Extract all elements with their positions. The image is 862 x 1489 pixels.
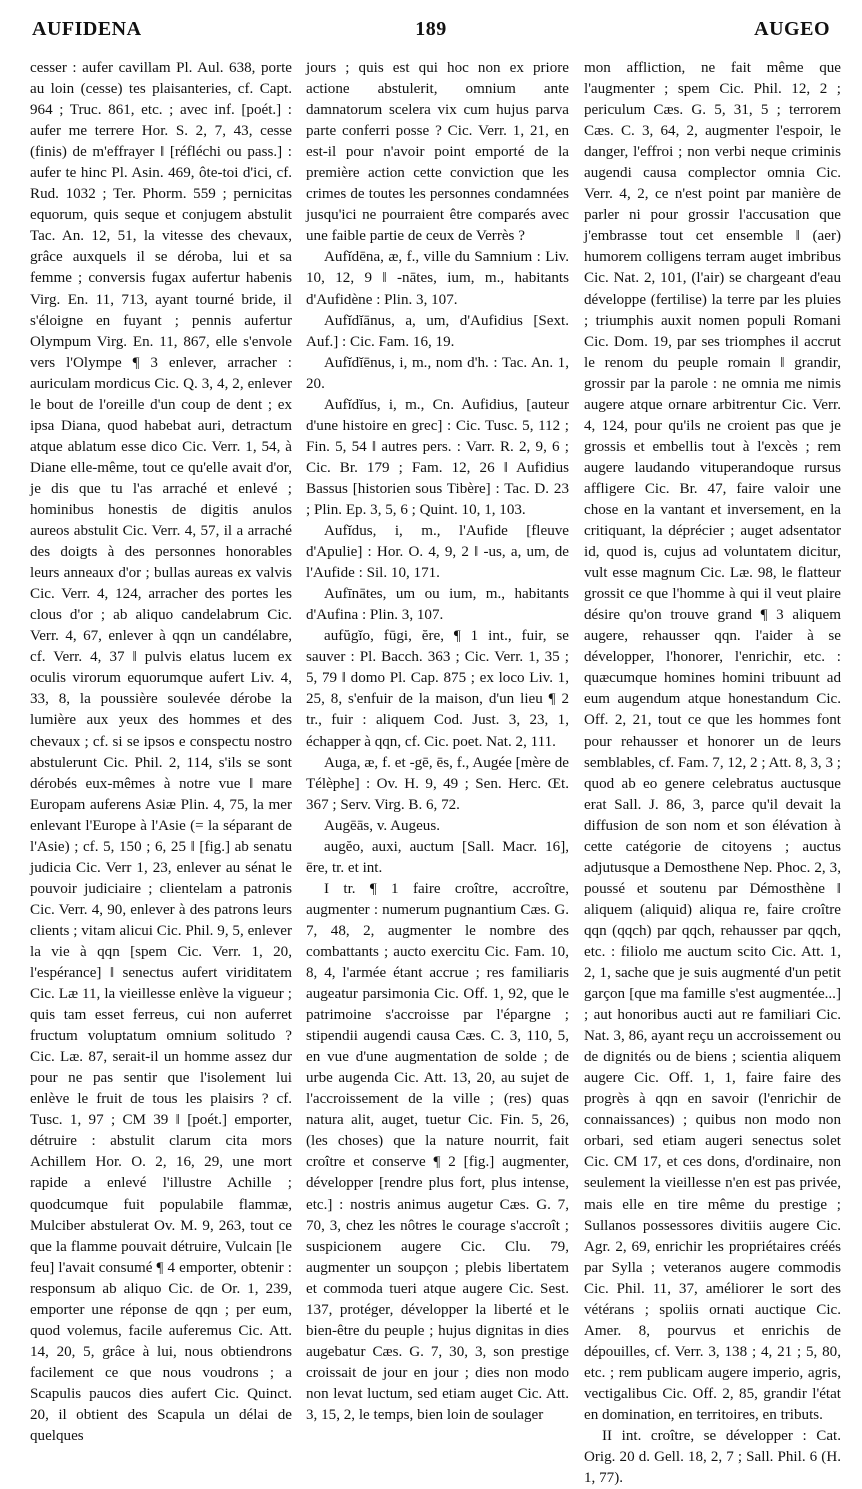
page-number: 189 <box>415 18 447 40</box>
running-header <box>30 14 832 50</box>
text-column-3 <box>584 58 841 1487</box>
entry-paragraph: mon affliction, ne fait même que l'augmenter ; spem Cic. Phil. 12, 2 ; periculum Cæs. G. 5, 31, 5 ; terrorem Cæs. C. 3, 64, 2, augmenter l'espoir, le danger, l'effroi ; non verbi neque criminis augendi causa complector omnia Cic. Verr. 4, 2, ce n'est point par manière de parler ni pour grossir l'accusation que j'embrasse tout cet ensemble ‖ (aer) humorem colligens terram auget imbribus Cic. Nat. 2, 101, (l'air) se chargeant d'eau développe (fertilise) la terre par les pluies ; triumphis auxit nomen populi Romani Cic. Dom. 19, par ses triomphes il accrut le renom du peuple romain ‖ grandir, grossir par la parole : ne omnia me nimis augere atque ornare arbitrentur Cic. Verr. 4, 124, pour qu'ils ne croient pas que je grossis et embellis tout à l'excès ; rem augere laudando vituperandoque rursus affligere Cic. Br. 47, faire valoir une chose en la vantant et inversement, en la critiquant, la déprécier ; auget adsentator id, quod is, cujus ad voluntatem dicitur, vult esse magnum Cic. Læ. 98, le flatteur grossit ce que l'homme à qui il veut plaire désire qu'on trouve grand ¶ 3 aliquem augere, rehausser qqn. l'aider à se développer, l'honorer, l'enrichir, etc. : quæcumque homines homini tribuunt ad eum augendum atque honestandum Cic. Off. 2, 21, tout ce que les hommes font pour rehausser et honorer un de leurs semblables, cf. Fam. 7, 12, 2 ; Att. 8, 3, 3 ; quod ab eo genere celebratus auctusque erat Sall. J. 86, 3, parce qu'il devait la diffusion de son nom et son élévation à cette catégorie de citoyens ; auctus adjutusque a Demosthene Nep. Phoc. 2, 3, poussé et soutenu par Démosthène ‖ aliquem (aliquid) aliqua re, faire croître qqn (qqch) par qqch, rehausser par qqch, etc. : filiolo me auctum scito Cic. Att. 1, 2, 1, sache que je suis augmenté d'un petit garçon [que ma famille s'est augmentée...] ; aut honoribus aucti aut re familiari Cic. Nat. 3, 86, ayant reçu un accroissement ou de dignités ou de biens ; scientia aliquem augere Cic. Off. 1, 1, faire faire des progrès à qqn en savoir (l'enrichir de connaissances) ; quibus non modo non orbari, sed etiam augeri senectus solet Cic. CM 17, et ces dons, d'ordinaire, non seulement la vieillesse n'en est pas privée, mais elle en tire même du prestige ; Sullanos possessores divitiis augere Cic. Agr. 2, 69, enrichir les propriétaires créés par Sylla ; veteranos augere commodis Cic. Phil. 11, 37, améliorer le sort des vétérans ; spoliis ornati auctique Cic. Amer. 8, pourvus et enrichis de dépouilles, cf. Verr. 3, 138 ; 4, 21 ; 5, 80, etc. ; rem publicam augere imperio, agris, vectigalibus Cic. Off. 2, 85, grandir l'état en domination, en territoires, en tributs. <box>584 60 841 1423</box>
entry-paragraph: jours ; quis est qui hoc non ex priore actione abstulerit, omnium ante damnatorum scelera vix cum hujus parva parte conferri posse ? Cic. Verr. 1, 21, en est-il pour n'avoir point emporté de la première action cette conviction que les crimes de toutes les personnes condamnées jusqu'ici ne pourraient être comparés avec une faible partie de ceux de Verrès ? <box>306 60 569 245</box>
entry-aufidus: Aufĭdus, i, m., l'Aufide [fleuve d'Apulie] : Hor. O. 4, 9, 2 ‖ -us, a, um, de l'Aufide : Sil. 10, 171. <box>306 523 569 582</box>
text-column-2 <box>306 58 569 1423</box>
entry-paragraph: cesser : aufer cavillam Pl. Aul. 638, porte au loin (cesse) tes plaisanteries, cf. Capt. 964 ; Truc. 861, etc. ; avec inf. [poét.] : aufer me terrere Hor. S. 2, 7, 43, cesse (finis) de m'effrayer ‖ [réfléchi ou pass.] : aufer te hinc Pl. Asin. 469, ôte-toi d'ici, cf. Rud. 1032 ; Ter. Phorm. 559 ; pernicitas equorum, quis seque et conjugem abstulit Tac. An. 12, 51, la vitesse des chevaux, grâce auxquels il se déroba, lui et sa femme ; conversis fugax aufertur habenis Virg. En. 11, 713, ayant tourné bride, il s'éloigne en fuyant ; pennis aufertur Olympum Virg. En. 11, 867, elle s'envole vers l'Olympe ¶ 3 enlever, arracher : auriculam mordicus Cic. Q. 3, 4, 2, enlever le bout de l'oreille d'un coup de dent ; ex ipsa Diana, quod habebat auri, detractum atque ablatum esse dico Cic. Verr. 1, 54, à Diane elle-même, tout ce qu'elle avait d'or, je dis que tu l'as arraché et enlevé ; hominibus honestis de digitis anulos aureos abstulit Cic. Verr. 4, 57, il a arraché des doigts à des personnes honorables leurs anneaux d'or ; bullas aureas ex valvis Cic. Verr. 4, 124, arracher des portes les clous d'or ; ab aliquo candelabrum Cic. Verr. 4, 67, enlever à qqn un candélabre, cf. Verr. 4, 37 ‖ pulvis elatus lucem ex oculis virorum equorumque aufert Liv. 4, 33, 8, la poussière soulevée dérobe la lumière aux yeux des hommes et des chevaux ; cf. si se ipsos e conspectu nostro abstulerunt Cic. Phil. 2, 114, s'ils se sont dérobés eux-mêmes à notre vue ‖ mare Europam auferens Asiæ Plin. 4, 75, la mer enlevant l'Europe à l'Asie (= la séparant de l'Asie) ; cf. 5, 150 ; 6, 25 ‖ [fig.] ab senatu judicia Cic. Verr 1, 23, enlever au sénat le pouvoir judiciaire ; clientelam a patronis Cic. Verr. 4, 90, enlever à des patrons leurs clients ; vitam alicui Cic. Phil. 9, 5, enlever la vie à qqn [spem Cic. Verr. 1, 20, l'espérance] ‖ senectus aufert viriditatem Cic. Læ 11, la vieillesse enlève la vigueur ; quis tam esset ferreus, cui non auferret fructum voluptatum omnium solitudo ? Cic. Læ. 87, serait-il un homme assez dur pour ne pas sentir que l'isolement lui enlève le fruit de tous les plaisirs ? cf. Tusc. 1, 97 ; CM 39 ‖ [poét.] emporter, détruire : abstulit clarum cita mors Achillem Hor. O. 2, 16, 29, une mort rapide a enlevé l'illustre Achille ; quodcumque fuit populabile flammæ, Mulciber abstulerat Ov. M. 9, 263, tout ce que la flamme pouvait détruire, Vulcain [le feu] l'avait consumé ¶ 4 emporter, obtenir : responsum ab aliquo Cic. de Or. 1, 239, emporter une réponse de qqn ; per eum, quod volemus, facile auferemus Cic. Att. 14, 20, 5, grâce à lui, nous obtiendrons facilement ce que nous voudrons ; a Scapulis paucos dies aufert Cic. Quinct. 20, il obtient des Scapula un délai de quelques <box>30 60 292 1445</box>
header-first-entry: AUFIDENA <box>32 18 142 40</box>
header-last-entry: AUGEO <box>754 18 830 40</box>
entry-augeo-section-1: I tr. ¶ 1 faire croître, accroître, augmenter : numerum pugnantium Cæs. G. 7, 48, 2, augmenter le nombre des combattants ; aucto exercitu Cic. Fam. 10, 8, 4, l'armée étant accrue ; res familiaris augeatur parsimonia Cic. Off. 1, 92, que le patrimoine s'accroisse par l'épargne ; stipendii augendi causa Cæs. C. 3, 110, 5, en vue d'une augmentation de solde ; de urbe augenda Cic. Att. 13, 20, au sujet de l'accroissement de la ville ; (res) quas natura alit, auget, tuetur Cic. Fin. 5, 26, (les choses) que la nature nourrit, fait croître et conserve ¶ 2 [fig.] augmenter, développer [rendre plus fort, plus intense, etc.] : nostris animus augetur Cæs. G. 7, 70, 3, chez les nôtres le courage s'accroît ; suspicionem augere Cic. Clu. 79, augmenter un soupçon ; plebis libertatem et commoda tueri atque augere Cic. Sest. 137, protéger, développer la liberté et le bien-être du peuple ; hujus dignitas in dies augebatur Cæs. G. 7, 30, 3, son prestige croissait de jour en jour ; dies non modo non levat luctum, sed etiam auget Cic. Att. 3, 15, 2, le temps, bien loin de soulager <box>306 880 569 1423</box>
entry-aufugio: aufŭgĭo, fūgi, ĕre, ¶ 1 int., fuir, se sauver : Pl. Bacch. 363 ; Cic. Verr. 1, 35 ; 5, 79 ‖ domo Pl. Cap. 875 ; ex loco Liv. 1, 25, 8, s'enfuir de la maison, d'un lieu ¶ 2 tr., fuir : aliquem Cod. Just. 3, 23, 1, échapper à qqn, cf. Cic. poet. Nat. 2, 111. <box>306 628 569 750</box>
entry-aufidius: Aufĭdĭus, i, m., Cn. Aufidius, [auteur d'une histoire en grec] : Cic. Tusc. 5, 112 ; Fin. 5, 54 ‖ autres pers. : Varr. R. 2, 9, 6 ; Cic. Br. 179 ; Fam. 12, 26 ‖ Aufidius Bassus [historien sous Tibère] : Tac. D. 23 ; Plin. Ep. 3, 5, 6 ; Quint. 10, 1, 103. <box>306 396 569 518</box>
entry-augeo: augĕo, auxi, auctum [Sall. Macr. 16], ēre, tr. et int. <box>306 838 569 876</box>
entry-aufidena: Aufĭdēna, æ, f., ville du Samnium : Liv. 10, 12, 9 ‖ -nātes, ium, m., habitants d'Aufidène : Plin. 3, 107. <box>306 249 569 308</box>
entry-aufidianus: Aufĭdĭānus, a, um, d'Aufidius [Sext. Auf.] : Cic. Fam. 16, 19. <box>306 312 569 350</box>
entry-aufidienus: Aufĭdĭēnus, i, m., nom d'h. : Tac. An. 1, 20. <box>306 354 569 392</box>
entry-augeo-section-2: II int. croître, se développer : Cat. Orig. 20 d. Gell. 18, 2, 7 ; Sall. Phil. 6 (H. 1, 77). <box>584 1428 841 1487</box>
text-column-1 <box>30 58 292 1445</box>
entry-aufinates: Aufīnātes, um ou ium, m., habitants d'Aufina : Plin. 3, 107. <box>306 586 569 624</box>
entry-auga: Auga, æ, f. et -gē, ēs, f., Augée [mère de Télèphe] : Ov. H. 9, 49 ; Sen. Herc. Œt. 367 ; Serv. Virg. B. 6, 72. <box>306 754 569 813</box>
entry-augeas: Augēās, v. Augeus. <box>324 817 440 834</box>
